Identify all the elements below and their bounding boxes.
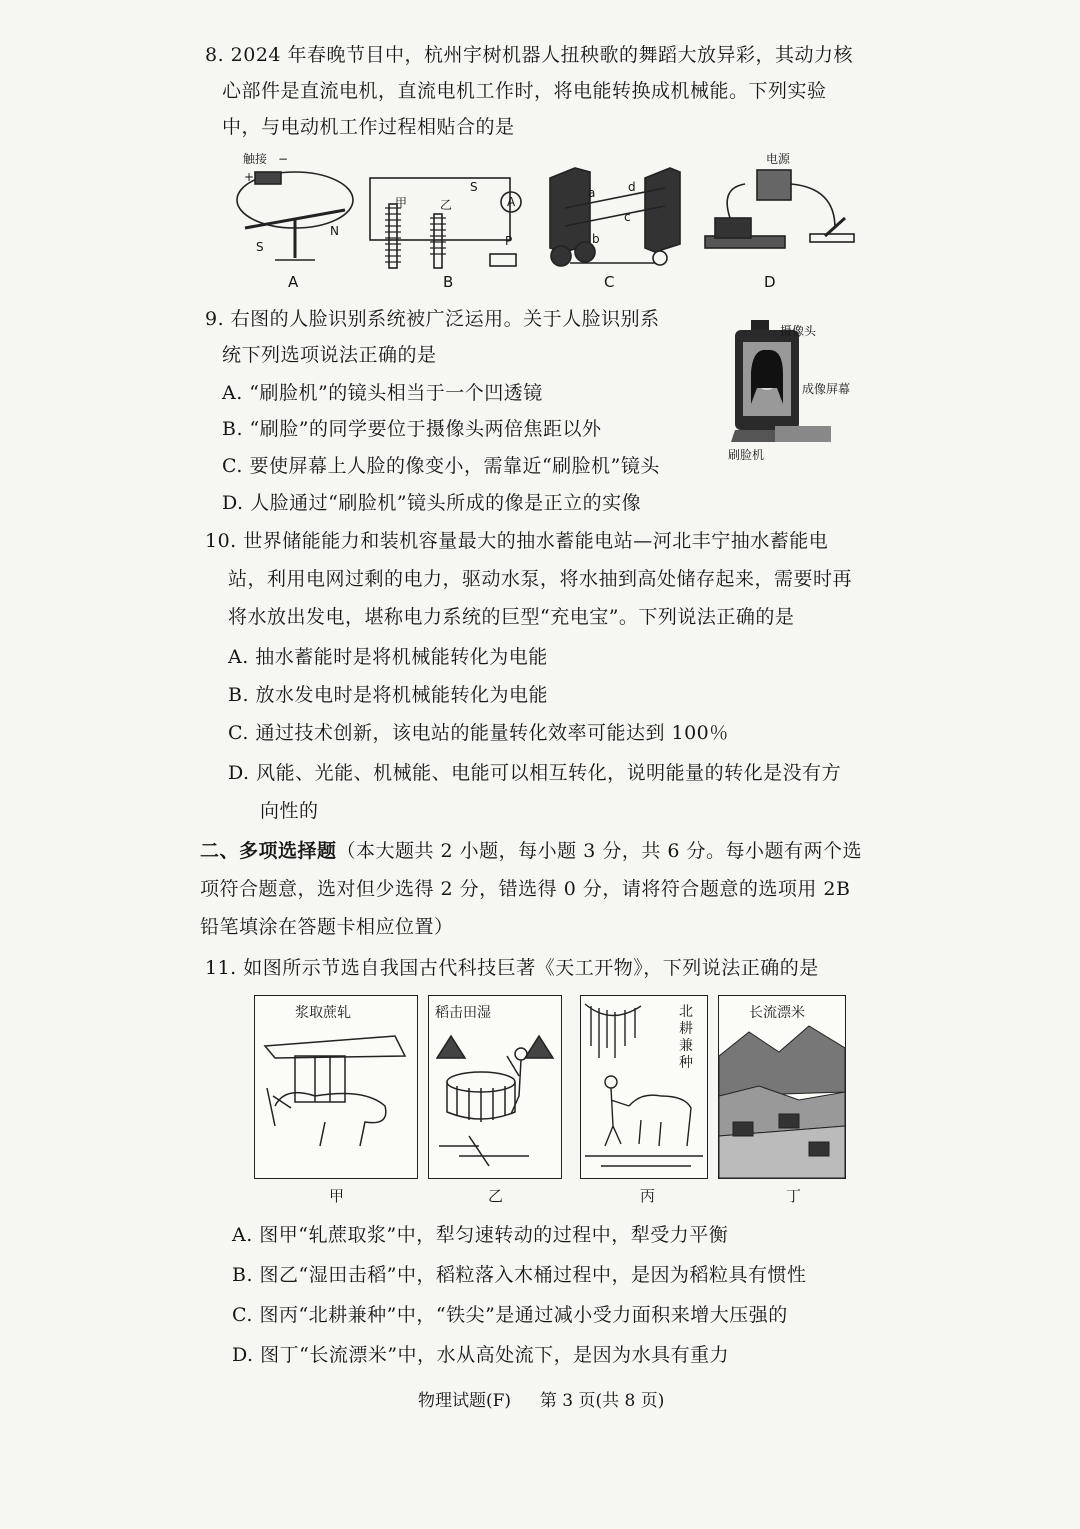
- q10-option-b: B. 放水发电时是将机械能转化为电能: [228, 684, 549, 706]
- q8-line-2: 心部件是直流电机，直流电机工作时，将电能转换成机械能。下列实验: [222, 80, 827, 102]
- q10-option-d: D. 风能、光能、机械能、电能可以相互转化，说明能量的转化是没有方: [228, 762, 842, 784]
- section2-instructions-line-1: [200, 838, 862, 864]
- q8-label-a: a: [588, 186, 596, 200]
- q9-option-d: D. 人脸通过“刷脸机”镜头所成的像是正立的实像: [222, 492, 642, 514]
- q11-panel-ding-drawing: [719, 996, 845, 1178]
- section2-heading: 二、多项选择题: [200, 840, 337, 862]
- q9-stem-line-2: 统下列选项说法正确的是: [222, 344, 437, 366]
- q10-option-c: C. 通过技术创新，该电站的能量转化效率可能达到 100％: [228, 722, 729, 744]
- q11-option-a: A. 图甲“轧蔗取浆”中，犁匀速转动的过程中，犁受力平衡: [232, 1224, 729, 1246]
- q11-panel-yi: [428, 995, 562, 1179]
- q8-apparatus-b: [370, 178, 521, 268]
- q8-label-switch: S: [470, 180, 478, 194]
- q8-apparatus-a: [237, 172, 353, 260]
- q11-panel-yi-drawing: [429, 996, 561, 1178]
- q8-line-3: 中，与电动机工作过程相贴合的是: [222, 116, 515, 138]
- footer: [418, 1386, 664, 1411]
- q11-panel-jia-caption: 甲: [329, 1187, 345, 1205]
- q8-label-ammeter: A: [507, 195, 516, 209]
- q11-option-c: C. 图丙“北耕兼种”中，“铁尖”是通过减小受力面积来增大压强的: [232, 1304, 788, 1326]
- q11-panel-yi-title: 稻击田湿: [435, 1005, 491, 1021]
- q8-label-power: 电源: [766, 152, 791, 166]
- q9-stem-line-1: 9. 右图的人脸识别系统被广泛运用。关于人脸识别系: [205, 308, 660, 330]
- footer-subject: 物理试题(F): [418, 1391, 512, 1411]
- q11-option-d: D. 图丁“长流漂米”中，水从高处流下，是因为水具有重力: [232, 1344, 730, 1366]
- q11-panel-bing-title: 北耕兼种: [679, 1004, 693, 1071]
- q8-apparatus-c: [550, 168, 680, 266]
- q10-stem-line-2: 站，利用电网过剩的电力，驱动水泵，将水抽到高处储存起来，需要时再: [228, 568, 853, 590]
- q11-panel-bing-caption: 丙: [640, 1187, 656, 1205]
- q11-stem: 11. 如图所示节选自我国古代科技巨著《天工开物》，下列说法正确的是: [205, 957, 819, 979]
- q9-option-a: A. “刷脸机”的镜头相当于一个凹透镜: [222, 382, 543, 404]
- q8-option-c-label: C: [604, 273, 615, 291]
- q8-option-a-label: A: [288, 273, 299, 291]
- q8-figure: [225, 148, 865, 293]
- q9-option-c: C. 要使屏幕上人脸的像变小，需靠近“刷脸机”镜头: [222, 455, 660, 477]
- q8-apparatus-d: [705, 170, 854, 248]
- q11-option-b: B. 图乙“湿田击稻”中，稻粒落入木桶过程中，是因为稻粒具有惯性: [232, 1264, 807, 1286]
- q8-label-b: b: [592, 232, 600, 246]
- q11-panel-ding-title: 长流漂米: [749, 1005, 805, 1021]
- q8-label-jia: 甲: [395, 196, 408, 210]
- q9-label-screen: 成像屏幕: [802, 382, 851, 396]
- q10-stem-line-3: 将水放出发电，堪称电力系统的巨型“充电宝”。下列说法正确的是: [228, 606, 795, 628]
- q11-panel-jia-drawing: [255, 996, 417, 1178]
- q8-option-b-label: B: [443, 273, 454, 291]
- q11-panel-jia: [254, 995, 418, 1179]
- q8-label-touch: 触接: [243, 152, 268, 166]
- q11-panel-ding: [718, 995, 846, 1179]
- q8-label-P: P: [505, 234, 513, 248]
- q9-option-b: B. “刷脸”的同学要位于摄像头两倍焦距以外: [222, 418, 602, 440]
- section2-line-1-text: （本大题共 2 小题，每小题 3 分，共 6 分。每小题有两个选: [336, 840, 863, 862]
- footer-page-number: 第 3 页(共 8 页): [539, 1391, 665, 1411]
- q8-label-d: d: [628, 180, 636, 194]
- q11-panel-bing-drawing: [581, 996, 707, 1178]
- q8-label-S: S: [256, 240, 264, 254]
- q8-label-minus: −: [278, 152, 289, 166]
- q11-panel-jia-title: 浆取蔗轧: [295, 1005, 351, 1021]
- q8-line-1: 8. 2024 年春晚节目中，杭州宇树机器人扭秧歌的舞蹈大放异彩，其动力核: [205, 44, 854, 66]
- q10-option-d-continued: 向性的: [260, 800, 319, 822]
- section2-instructions-line-2: 项符合题意，选对但少选得 2 分，错选得 0 分，请将符合题意的选项用 2B: [200, 878, 851, 900]
- q10-option-a: A. 抽水蓄能时是将机械能转化为电能: [228, 646, 548, 668]
- q8-option-d-label: D: [764, 273, 776, 291]
- q11-panel-ding-caption: 丁: [786, 1187, 802, 1205]
- q8-label-plus: +: [244, 170, 255, 184]
- q11-panel-bing: [580, 995, 708, 1179]
- q9-label-camera: 摄像头: [780, 324, 817, 338]
- q11-panel-yi-caption: 乙: [488, 1187, 504, 1205]
- q8-label-c: c: [624, 210, 631, 224]
- q8-label-yi: 乙: [440, 198, 453, 212]
- section2-instructions-line-3: 铅笔填涂在答题卡相应位置）: [200, 916, 454, 938]
- q8-label-N: N: [330, 224, 339, 238]
- q9-label-device: 刷脸机: [728, 448, 765, 462]
- q10-stem-line-1: 10. 世界储能能力和装机容量最大的抽水蓄能电站—河北丰宁抽水蓄能电: [205, 530, 829, 552]
